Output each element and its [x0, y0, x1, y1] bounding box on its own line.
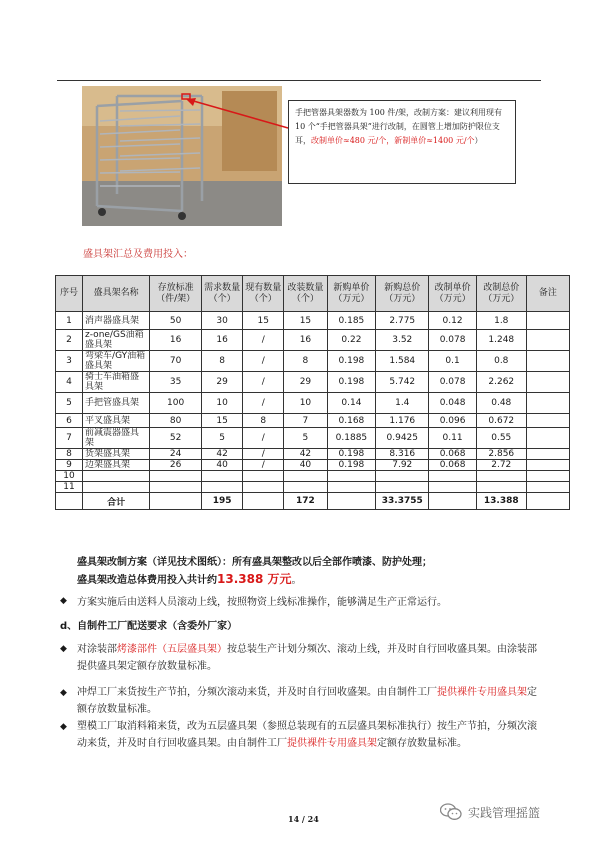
- table-cell: 0.198: [327, 460, 376, 471]
- table-row: [56, 449, 570, 460]
- table-cell: 7: [56, 428, 83, 449]
- table-cell: 24: [150, 449, 202, 460]
- table-row: [56, 330, 570, 351]
- bullet-4-red: 提供裸件专用盛具架: [287, 738, 377, 749]
- total-cell: [56, 493, 83, 510]
- total-cell: [150, 493, 202, 510]
- table-cell: [526, 482, 569, 493]
- table-cell: 8: [56, 449, 83, 460]
- table-cell: 2.72: [476, 460, 526, 471]
- plan-end: 。: [291, 575, 302, 586]
- total-row: [56, 493, 570, 510]
- table-cell: 0.078: [429, 372, 477, 393]
- table-cell: [526, 414, 569, 428]
- table-cell: 7.92: [376, 460, 429, 471]
- table-cell: [476, 471, 526, 482]
- table-cell: /: [243, 460, 284, 471]
- table-cell: /: [243, 330, 284, 351]
- d-section-title: d、自制件工厂配送要求（含委外厂家）: [60, 621, 238, 632]
- total-cell: [327, 493, 376, 510]
- table-cell: 5.742: [376, 372, 429, 393]
- rack-name-cell: 弯梁车/GY油箱盛具架: [83, 351, 150, 372]
- table-cell: [526, 312, 569, 330]
- bullet-4-b: 定额存放数量标准。: [377, 738, 467, 749]
- col-header: 现有数量（个）: [243, 276, 284, 312]
- table-cell: /: [243, 428, 284, 449]
- table-row: [56, 312, 570, 330]
- total-cell: 195: [202, 493, 243, 510]
- bullet-3-red: 提供裸件专用盛具架: [437, 687, 527, 698]
- plan-text-a: 盛具架改制方案（详见技术图纸）：所有盛具架整改以后全部作喷漆、防护处理；: [77, 557, 432, 568]
- table-cell: 40: [284, 460, 327, 471]
- table-cell: 5: [202, 428, 243, 449]
- table-cell: 0.1: [429, 351, 477, 372]
- table-cell: 4: [56, 372, 83, 393]
- table-cell: /: [243, 449, 284, 460]
- table-cell: 3.52: [376, 330, 429, 351]
- table-cell: [429, 471, 477, 482]
- table-cell: 0.672: [476, 414, 526, 428]
- total-cell: 13.388: [476, 493, 526, 510]
- table-cell: [284, 482, 327, 493]
- rack-name-cell: 边架盛具架: [83, 460, 150, 471]
- section-title: 盛具架汇总及费用投入：: [83, 249, 193, 260]
- rack-name-cell: 骑士车油箱盛具架: [83, 372, 150, 393]
- table-cell: [526, 471, 569, 482]
- table-cell: 1.4: [376, 393, 429, 414]
- table-cell: 5: [56, 393, 83, 414]
- page-number: 14 / 24: [288, 814, 319, 824]
- table-cell: 0.198: [327, 351, 376, 372]
- table-cell: [150, 471, 202, 482]
- table-cell: 0.068: [429, 460, 477, 471]
- table-cell: 0.096: [429, 414, 477, 428]
- table-row: [56, 351, 570, 372]
- table-cell: 10: [202, 393, 243, 414]
- bullet-icon: ◆: [60, 596, 67, 606]
- table-cell: [526, 460, 569, 471]
- bullet-text-2: [77, 641, 543, 675]
- rack-name-cell: 前减震器盛具架: [83, 428, 150, 449]
- table-cell: 2.775: [376, 312, 429, 330]
- rack-name-cell: z-one/GS油箱盛具架: [83, 330, 150, 351]
- table-cell: 16: [150, 330, 202, 351]
- bullet-2-b: 按总装生产计划分频次、滚动上线，并及时自行回收盛具架。由涂装部提供盛具架定额存放数量标准。: [77, 644, 537, 672]
- table-cell: 52: [150, 428, 202, 449]
- table-cell: [327, 482, 376, 493]
- col-header: 新购总价（万元）: [376, 276, 429, 312]
- bullet-text-3: [77, 684, 543, 718]
- table-cell: 35: [150, 372, 202, 393]
- table-cell: 0.185: [327, 312, 376, 330]
- total-cell: 172: [284, 493, 327, 510]
- table-cell: 1.584: [376, 351, 429, 372]
- table-cell: 29: [284, 372, 327, 393]
- table-cell: [243, 482, 284, 493]
- bullet-4-a: 塑模工厂取消料箱来货，改为五层盛具架（参照总装现有的五层盛具架标准执行）按生产节拍，分频次滚动来货，并及时自行回收盛具架。由自制件工厂: [77, 721, 537, 749]
- table-cell: 9: [56, 460, 83, 471]
- table-cell: 50: [150, 312, 202, 330]
- table-cell: 30: [202, 312, 243, 330]
- table-cell: /: [243, 351, 284, 372]
- rack-name-cell: 货架盛具架: [83, 449, 150, 460]
- table-cell: 2.856: [476, 449, 526, 460]
- table-cell: [327, 471, 376, 482]
- col-header: 改装数量（个）: [284, 276, 327, 312]
- table-cell: 0.9425: [376, 428, 429, 449]
- table-cell: [150, 482, 202, 493]
- bullet-text-4: [77, 718, 543, 752]
- table-cell: [526, 351, 569, 372]
- table-cell: 0.198: [327, 372, 376, 393]
- table-cell: 0.14: [327, 393, 376, 414]
- bullet-text-1: 方案实施后由送料人员滚动上线，按照物资上线标准操作，能够满足生产正常运行。: [77, 597, 447, 608]
- table-cell: 0.1885: [327, 428, 376, 449]
- plan-text-b: 盛具架改造总体费用投入共计约: [77, 575, 217, 586]
- table-cell: 2.262: [476, 372, 526, 393]
- table-row: [56, 460, 570, 471]
- table-cell: 7: [284, 414, 327, 428]
- table-cell: 3: [56, 351, 83, 372]
- rack-name-cell: [83, 482, 150, 493]
- bullet-icon: ◆: [60, 722, 67, 732]
- table-cell: 80: [150, 414, 202, 428]
- table-cell: 100: [150, 393, 202, 414]
- table-cell: 0.198: [327, 449, 376, 460]
- table-cell: 1.8: [476, 312, 526, 330]
- rack-name-cell: 消声器盛具架: [83, 312, 150, 330]
- table-cell: 1.248: [476, 330, 526, 351]
- col-header: 需求数量（个）: [202, 276, 243, 312]
- rack-name-cell: 平叉盛具架: [83, 414, 150, 428]
- table-cell: 0.078: [429, 330, 477, 351]
- table-cell: 15: [284, 312, 327, 330]
- table-row: [56, 482, 570, 493]
- table-cell: [526, 330, 569, 351]
- table-cell: 0.55: [476, 428, 526, 449]
- col-header: 序号: [56, 276, 83, 312]
- table-cell: 1.176: [376, 414, 429, 428]
- bullet-icon: ◆: [60, 644, 67, 654]
- bullet-2-a: 对涂装部: [77, 644, 117, 655]
- table-cell: 10: [284, 393, 327, 414]
- table-cell: [429, 482, 477, 493]
- total-cell: [526, 493, 569, 510]
- col-header: 存放标准（件/架）: [150, 276, 202, 312]
- note-text: 手把管器具架器数为 100 件/架，改制方案：建议利用现有 10 个“手把管器具架”进行改制，在圆管上增加防护限位支耳，: [295, 108, 503, 145]
- bullet-3-a: 冲焊工厂来货按生产节拍，分频次滚动来货，并及时自行回收盛架。由自制件工厂: [77, 687, 437, 698]
- table-row: [56, 428, 570, 449]
- table-cell: 5: [284, 428, 327, 449]
- plan-amount: 13.388 万元: [217, 572, 292, 586]
- table-cell: 16: [284, 330, 327, 351]
- total-cell: [243, 493, 284, 510]
- total-cell: [429, 493, 477, 510]
- table-cell: 0.48: [476, 393, 526, 414]
- table-cell: [526, 428, 569, 449]
- table-cell: [476, 482, 526, 493]
- table-cell: [376, 482, 429, 493]
- table-cell: 8.316: [376, 449, 429, 460]
- col-header: 改制总价（万元）: [476, 276, 526, 312]
- table-row: [56, 372, 570, 393]
- table-cell: 8: [202, 351, 243, 372]
- table-cell: [243, 471, 284, 482]
- table-cell: [526, 449, 569, 460]
- table-cell: 42: [284, 449, 327, 460]
- table-cell: 15: [202, 414, 243, 428]
- watermark-text: 实践管理摇篮: [468, 805, 541, 820]
- table-cell: 0.168: [327, 414, 376, 428]
- table-cell: 0.068: [429, 449, 477, 460]
- table-cell: [284, 471, 327, 482]
- table-cell: 6: [56, 414, 83, 428]
- plan-paragraph: [77, 554, 557, 589]
- rack-name-cell: 手把管盛具架: [83, 393, 150, 414]
- note-close: ）: [474, 136, 483, 145]
- table-cell: 15: [243, 312, 284, 330]
- total-label: 合计: [83, 493, 150, 510]
- table-header-row: [56, 276, 570, 312]
- col-header: 改制单价（万元）: [429, 276, 477, 312]
- table-cell: 70: [150, 351, 202, 372]
- table-cell: 8: [284, 351, 327, 372]
- table-cell: 2: [56, 330, 83, 351]
- note-price-text: 改制单价≈480 元/个，新制单价≈1400 元/个: [311, 136, 475, 145]
- table-cell: 1: [56, 312, 83, 330]
- wechat-icon: [440, 803, 462, 821]
- table-cell: 0.12: [429, 312, 477, 330]
- table-cell: 0.048: [429, 393, 477, 414]
- table-cell: 11: [56, 482, 83, 493]
- col-header: 备注: [526, 276, 569, 312]
- table-row: [56, 471, 570, 482]
- table-cell: [526, 372, 569, 393]
- table-row: [56, 393, 570, 414]
- table-cell: [202, 482, 243, 493]
- bullet-3-b: 定额存放数量标准。: [77, 687, 537, 715]
- total-cell: 33.3755: [376, 493, 429, 510]
- table-cell: [526, 393, 569, 414]
- table-cell: 16: [202, 330, 243, 351]
- table-cell: /: [243, 372, 284, 393]
- table-cell: 42: [202, 449, 243, 460]
- table-row: [56, 414, 570, 428]
- table-cell: 40: [202, 460, 243, 471]
- table-cell: 29: [202, 372, 243, 393]
- col-header: 新购单价（万元）: [327, 276, 376, 312]
- table-cell: 10: [56, 471, 83, 482]
- table-cell: 0.11: [429, 428, 477, 449]
- table-cell: 0.8: [476, 351, 526, 372]
- rack-name-cell: [83, 471, 150, 482]
- table-cell: /: [243, 393, 284, 414]
- table-cell: 26: [150, 460, 202, 471]
- col-header: 盛具架名称: [83, 276, 150, 312]
- table-cell: [202, 471, 243, 482]
- watermark: [440, 803, 540, 821]
- bullet-icon: ◆: [60, 688, 67, 698]
- table-cell: 0.22: [327, 330, 376, 351]
- bullet-2-red: 烤漆部件（五层盛具架）: [117, 644, 227, 655]
- rack-cost-table: [55, 275, 570, 510]
- callout-note: [288, 100, 516, 184]
- table-cell: [376, 471, 429, 482]
- table-cell: 8: [243, 414, 284, 428]
